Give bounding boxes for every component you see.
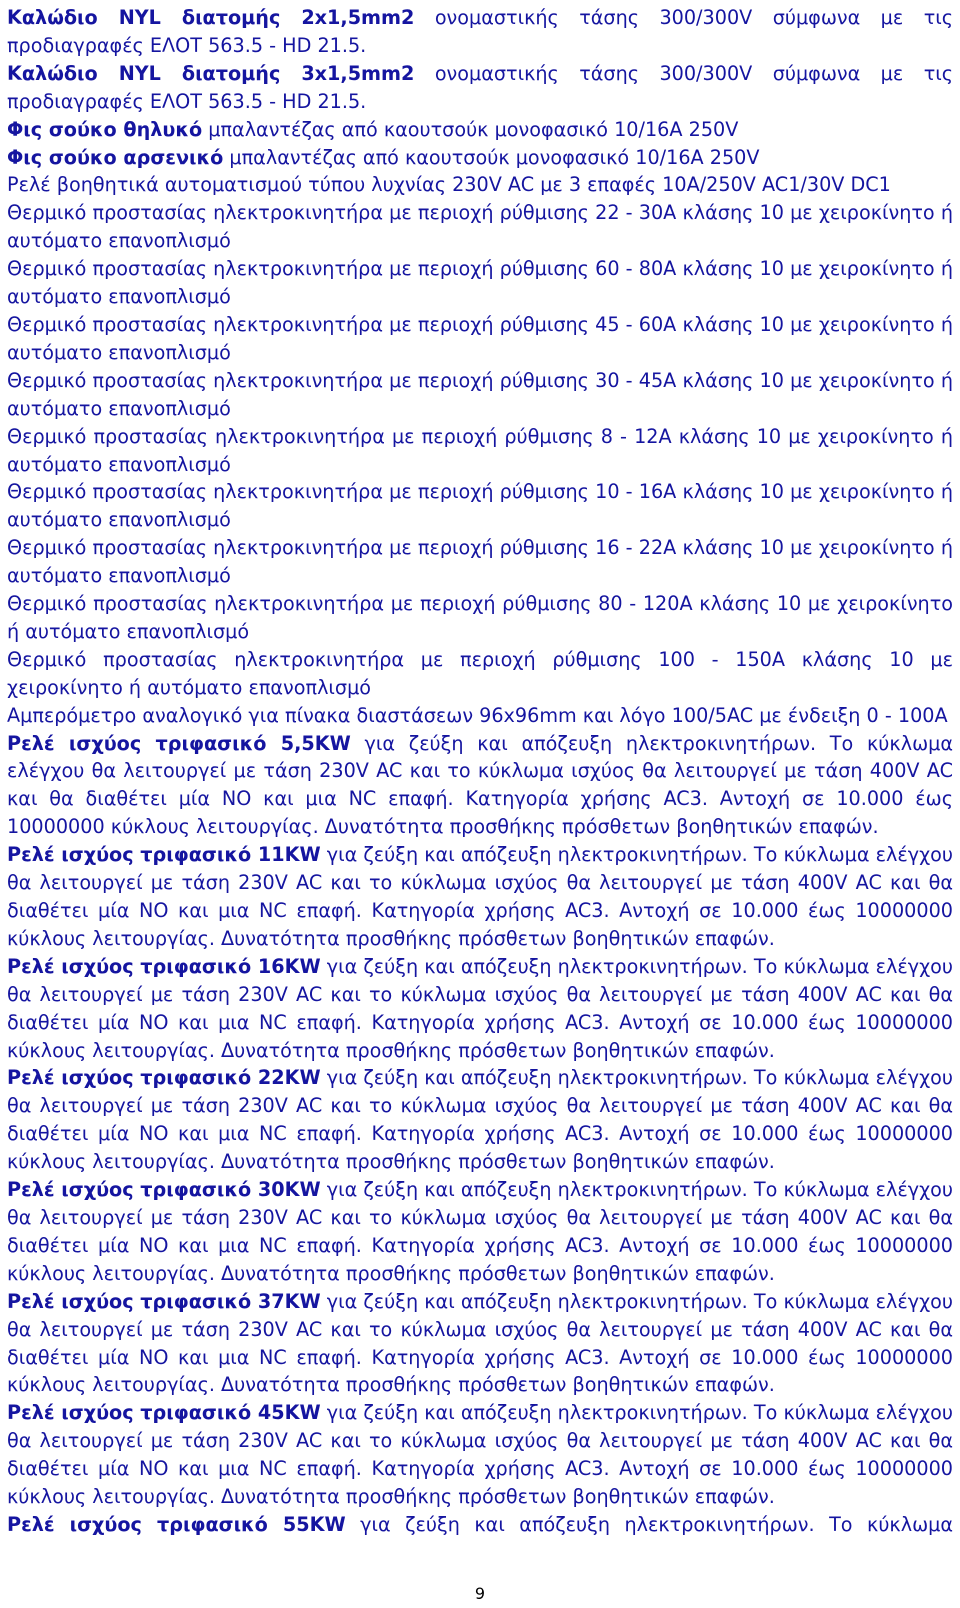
spec-title: Ρελέ ισχύος τριφασικό 11KW — [7, 843, 321, 867]
spec-text: ονομαστικής τάσης 300/300V σύμφωνα με τις προδιαγραφές ΕΛΟΤ 563.5 - HD 21.5. — [7, 61, 953, 113]
spec-title: Ρελέ ισχύος τριφασικό 55KW — [7, 1512, 346, 1536]
spec-entry — [7, 4, 953, 60]
spec-text: Θερμικό προστασίας ηλεκτροκινητήρα με περιοχή ρύθμισης 10 - 16A κλάσης 10 με χειροκίνητο ή αυτόματο επανοπλισμό — [7, 480, 953, 532]
spec-entry — [7, 199, 953, 255]
spec-entry — [7, 1288, 953, 1400]
spec-list — [7, 4, 953, 1539]
spec-text: Θερμικό προστασίας ηλεκτροκινητήρα με περιοχή ρύθμισης 22 - 30A κλάσης 10 με χειροκίνητο ή αυτόματο επανοπλισμό — [7, 201, 953, 253]
spec-entry — [7, 534, 953, 590]
spec-entry — [7, 171, 953, 199]
page-number: 9 — [474, 1584, 486, 1603]
spec-text: ονομαστικής τάσης 300/300V σύμφωνα με τις προδιαγραφές ΕΛΟΤ 563.5 - HD 21.5. — [7, 6, 953, 57]
spec-text: για ζεύξη και απόζευξη ηλεκτροκινητήρων. Το κύκλωμα ελέγχου θα λειτουργεί με τάση 230V AC και το κύκλωμα ισχύος θα λειτουργεί με τάση 400V AC και θα διαθέτει μία NO και μια NC επαφή. Κατηγορία χρήσης AC3. Αντοχή σε 10.000 έως 10000000 κύκλους λειτουργίας. Δυνατότητα προσθήκης πρόσθετων βοηθητικών επαφών. — [7, 1401, 953, 1509]
spec-title: Ρελέ ισχύος τριφασικό 45KW — [7, 1401, 321, 1425]
spec-entry — [7, 423, 953, 479]
spec-entry — [7, 702, 953, 730]
spec-entry — [7, 478, 953, 534]
spec-entry — [7, 590, 953, 646]
spec-title: Φις σούκο θηλυκό — [7, 117, 203, 141]
spec-text: Θερμικό προστασίας ηλεκτροκινητήρα με περιοχή ρύθμισης 45 - 60A κλάσης 10 με χειροκίνητο ή αυτόματο επανοπλισμό — [7, 312, 953, 364]
spec-title: Καλώδιο NYL διατομής 3x1,5mm2 — [7, 61, 415, 85]
spec-text: για ζεύξη και απόζευξη ηλεκτροκινητήρων. Το κύκλωμα ελέγχου θα λειτουργεί με τάση 230V AC και το κύκλωμα ισχύος θα λειτουργεί με τάση 400V AC και θα διαθέτει μία NO και μια NC επαφή. Κατηγορία χρήσης AC3. Αντοχή σε 10.000 έως 10000000 κύκλους λειτουργίας. Δυνατότητα προσθήκης πρόσθετων βοηθητικών επαφών. — [7, 954, 953, 1062]
spec-title: Ρελέ ισχύος τριφασικό 5,5KW — [7, 731, 351, 755]
spec-text: για ζεύξη και απόζευξη ηλεκτροκινητήρων. Το κύκλωμα ελέγχου θα λειτουργεί με τάση 230V AC και το κύκλωμα ισχύος θα λειτουργεί με τάση 400V AC και θα διαθέτει μία NO και μια NC επαφή. Κατηγορία χρήσης AC3. Αντοχή σε 10.000 έως 10000000 κύκλους λειτουργίας. Δυνατότητα προσθήκης πρόσθετων βοηθητικών επαφών. — [7, 1289, 953, 1397]
spec-entry — [7, 841, 953, 953]
spec-entry — [7, 60, 953, 116]
spec-text: μπαλαντέζας από καουτσούκ μονοφασικό 10/16A 250V — [223, 145, 760, 169]
spec-entry — [7, 311, 953, 367]
spec-entry — [7, 1064, 953, 1176]
spec-text: για ζεύξη και απόζευξη ηλεκτροκινητήρων. Το κύκλωμα ελέγχου θα λειτουργεί με τάση 230V AC και το κύκλωμα ισχύος θα λειτουργεί με τάση 400V AC και θα διαθέτει μία NO και μια NC επαφή. Κατηγορία χρήσης AC3. Αντοχή σε 10.000 έως 10000000 κύκλους λειτουργίας. Δυνατότητα προσθήκης πρόσθετων βοηθητικών επαφών. — [7, 843, 953, 950]
spec-entry — [7, 1511, 953, 1539]
spec-entry — [7, 1176, 953, 1288]
spec-title: Καλώδιο NYL διατομής 2x1,5mm2 — [7, 6, 415, 29]
spec-title: Ρελέ ισχύος τριφασικό 16KW — [7, 954, 321, 978]
spec-title: Φις σούκο αρσενικό — [7, 145, 224, 169]
spec-entry — [7, 1399, 953, 1511]
spec-text: για ζεύξη και απόζευξη ηλεκτροκινητήρων. Το κύκλωμα ελέγχου θα λειτουργεί με τάση 230V AC και το κύκλωμα ισχύος θα λειτουργεί με τάση 400V AC και θα διαθέτει μία NO και μια NC επαφή. Κατηγορία χρήσης AC3. Αντοχή σε 10.000 έως 10000000 κύκλους λειτουργίας. Δυνατότητα προσθήκης πρόσθετων βοηθητικών επαφών. — [7, 1066, 953, 1174]
spec-text: Θερμικό προστασίας ηλεκτροκινητήρα με περιοχή ρύθμισης 16 - 22A κλάσης 10 με χειροκίνητο ή αυτόματο επανοπλισμό — [7, 536, 953, 588]
spec-title: Ρελέ ισχύος τριφασικό 30KW — [7, 1178, 321, 1202]
spec-text: Θερμικό προστασίας ηλεκτροκινητήρα με περιοχή ρύθμισης 100 - 150A κλάσης 10 με χειροκίνητο ή αυτόματο επανοπλισμό — [7, 647, 953, 699]
spec-title: Ρελέ ισχύος τριφασικό 37KW — [7, 1289, 321, 1313]
spec-entry — [7, 730, 953, 842]
spec-text: μπαλαντέζας από καουτσούκ μονοφασικό 10/16A 250V — [202, 117, 739, 141]
spec-entry — [7, 367, 953, 423]
spec-text: Θερμικό προστασίας ηλεκτροκινητήρα με περιοχή ρύθμισης 80 - 120A κλάσης 10 με χειροκίνητο ή αυτόματο επανοπλισμό — [7, 592, 953, 643]
spec-entry — [7, 646, 953, 702]
spec-text: Αμπερόμετρο αναλογικό για πίνακα διαστάσεων 96x96mm και λόγο 100/5AC με ένδειξη 0 - 100A — [7, 703, 948, 727]
spec-text: Ρελέ βοηθητικά αυτοματισμού τύπου λυχνίας 230V AC με 3 επαφές 10A/250V AC1/30V DC1 — [7, 173, 891, 197]
spec-entry — [7, 116, 953, 144]
spec-entry — [7, 953, 953, 1065]
spec-entry — [7, 144, 953, 172]
spec-text: Θερμικό προστασίας ηλεκτροκινητήρα με περιοχή ρύθμισης 8 - 12A κλάσης 10 με χειροκίνητο ή αυτόματο επανοπλισμό — [7, 424, 953, 476]
spec-text: Θερμικό προστασίας ηλεκτροκινητήρα με περιοχή ρύθμισης 30 - 45A κλάσης 10 με χειροκίνητο ή αυτόματο επανοπλισμό — [7, 368, 953, 420]
spec-text: για ζεύξη και απόζευξη ηλεκτροκινητήρων. Το κύκλωμα — [345, 1512, 953, 1536]
spec-text: για ζεύξη και απόζευξη ηλεκτροκινητήρων. Το κύκλωμα ελέγχου θα λειτουργεί με τάση 230V AC και το κύκλωμα ισχύος θα λειτουργεί με τάση 400V AC και θα διαθέτει μία NO και μια NC επαφή. Κατηγορία χρήσης AC3. Αντοχή σε 10.000 έως 10000000 κύκλους λειτουργίας. Δυνατότητα προσθήκης πρόσθετων βοηθητικών επαφών. — [7, 731, 953, 839]
spec-text: Θερμικό προστασίας ηλεκτροκινητήρα με περιοχή ρύθμισης 60 - 80A κλάσης 10 με χειροκίνητο ή αυτόματο επανοπλισμό — [7, 257, 953, 309]
spec-title: Ρελέ ισχύος τριφασικό 22KW — [7, 1066, 321, 1090]
spec-entry — [7, 255, 953, 311]
spec-text: για ζεύξη και απόζευξη ηλεκτροκινητήρων. Το κύκλωμα ελέγχου θα λειτουργεί με τάση 230V AC και το κύκλωμα ισχύος θα λειτουργεί με τάση 400V AC και θα διαθέτει μία NO και μια NC επαφή. Κατηγορία χρήσης AC3. Αντοχή σε 10.000 έως 10000000 κύκλους λειτουργίας. Δυνατότητα προσθήκης πρόσθετων βοηθητικών επαφών. — [7, 1178, 953, 1285]
